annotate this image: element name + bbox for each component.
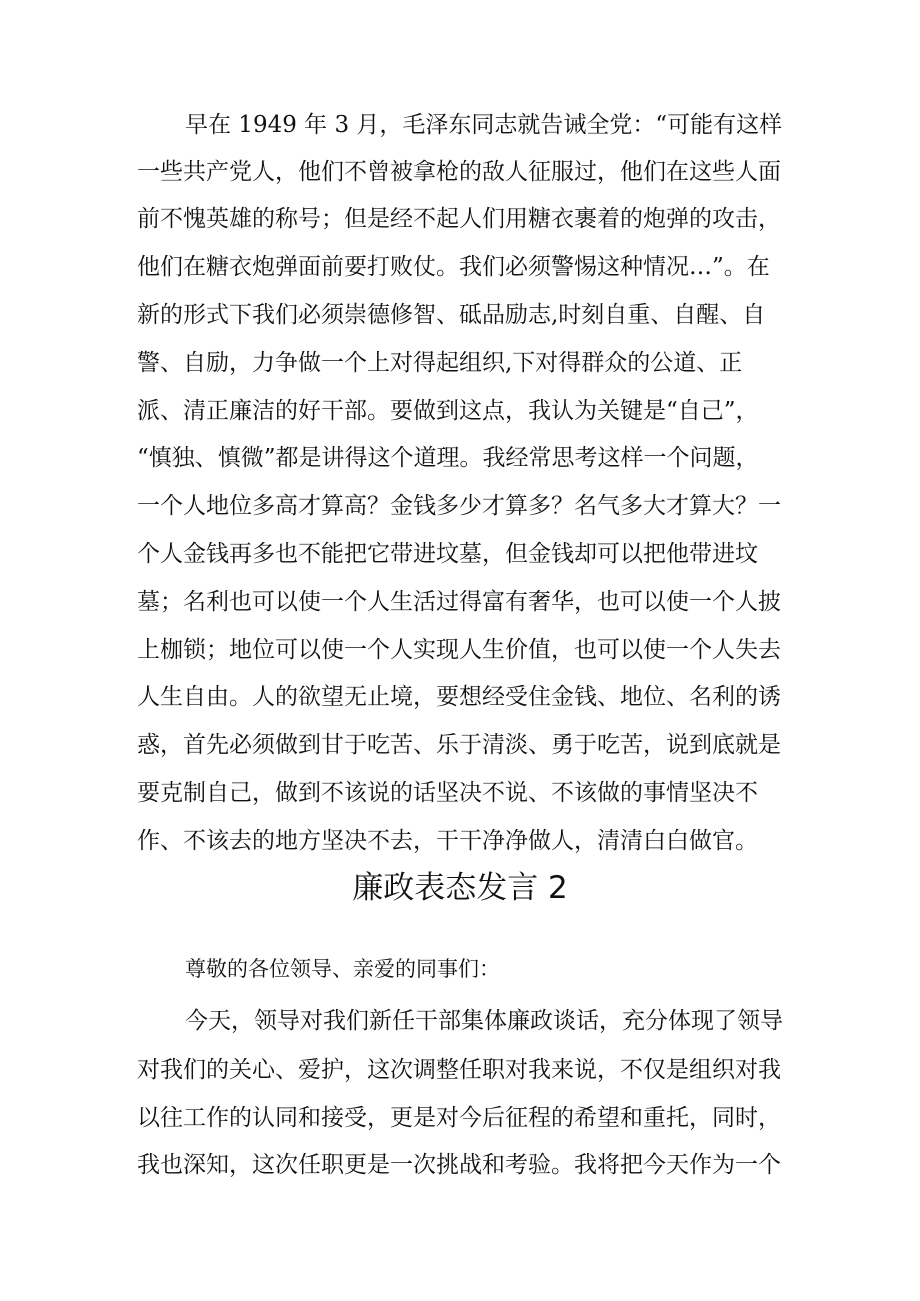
- paragraph-line: 一些共产党人，他们不曾被拿枪的敌人征服过，他们在这些人面: [137, 159, 781, 185]
- paragraph-line: 要克制自己，做到不该说的话坚决不说、不该做的事情坚决不: [137, 780, 758, 806]
- paragraph-line: 人生自由。人的欲望无止境，要想经受住金钱、地位、名利的诱: [137, 684, 781, 710]
- paragraph-line: 对我们的关心、爱护，这次调整任职对我来说，不仅是组织对我: [137, 1057, 781, 1083]
- paragraph-line: 新的形式下我们必须崇德修智、砥品励志,时刻自重、自醒、自: [137, 302, 766, 328]
- paragraph-line: 早在 1949 年 3 月，毛泽东同志就告诫全党：“可能有这样: [185, 112, 783, 138]
- paragraph-line: 前不愧英雄的称号；但是经不起人们用糖衣裹着的炮弹的攻击，: [137, 206, 781, 232]
- paragraph-line: 作、不该去的地方坚决不去，干干净净做人，清清白白做官。: [137, 828, 758, 854]
- paragraph-line: 他们在糖衣炮弹面前要打败仗。我们必须警惕这种情况…”。在: [137, 254, 770, 280]
- paragraph-line: 惑，首先必须做到甘于吃苦、乐于清淡、勇于吃苦，说到底就是: [137, 732, 781, 758]
- paragraph-line: 今天，领导对我们新任干部集体廉政谈话，充分体现了领导: [185, 1008, 783, 1034]
- paragraph-line: 派、清正廉洁的好干部。要做到这点，我认为关键是“自己”，: [137, 398, 759, 424]
- paragraph-line: 警、自励，力争做一个上对得起组织,下对得群众的公道、正: [137, 350, 743, 376]
- paragraph-line: 墓；名利也可以使一个人生活过得富有奢华，也可以使一个人披: [137, 589, 781, 615]
- section-2-title: 廉政表态发言 2: [352, 870, 568, 906]
- paragraph-line: 上枷锁；地位可以使一个人实现人生价值，也可以使一个人失去: [137, 637, 781, 663]
- paragraph-line: 以往工作的认同和接受，更是对今后征程的希望和重托，同时，: [137, 1105, 781, 1131]
- paragraph-line: 我也深知，这次任职更是一次挑战和考验。我将把今天作为一个: [137, 1152, 781, 1178]
- salutation: 尊敬的各位领导、亲爱的同事们：: [185, 957, 500, 981]
- paragraph-line: 一个人地位多高才算高？金钱多少才算多？名气多大才算大？一: [137, 493, 781, 519]
- paragraph-line: “慎独、慎微”都是讲得这个道理。我经常思考这样一个问题，: [137, 445, 759, 471]
- paragraph-line: 个人金钱再多也不能把它带进坟墓，但金钱却可以把他带进坟: [137, 541, 758, 567]
